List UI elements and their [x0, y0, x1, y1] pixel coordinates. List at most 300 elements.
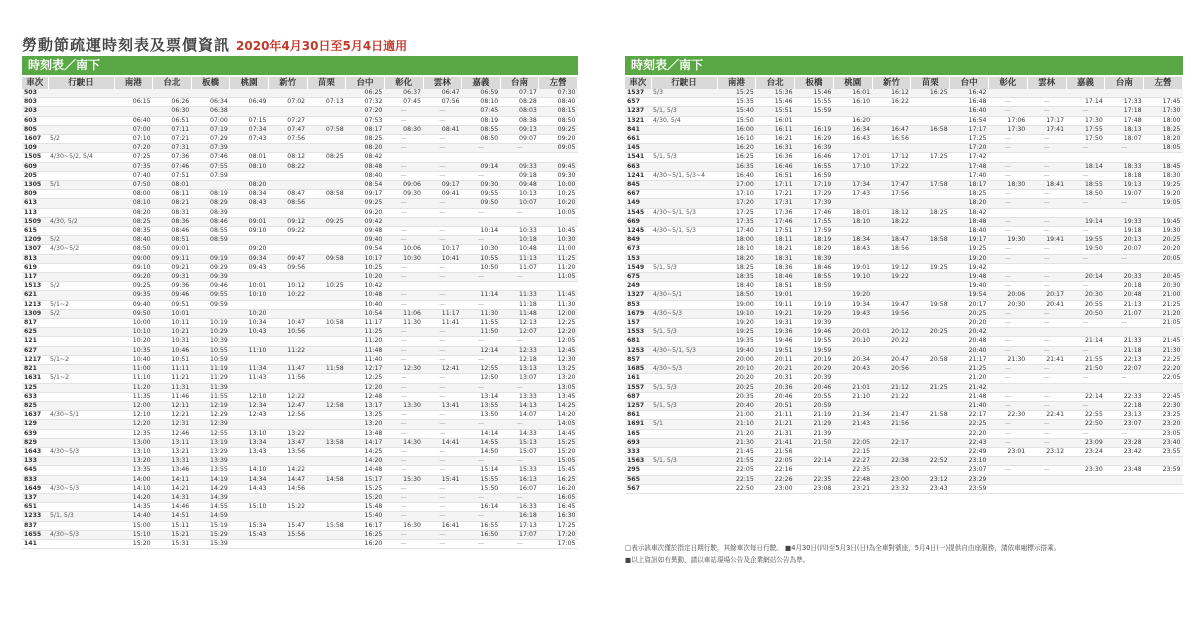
- station-time: 14:29: [191, 484, 230, 493]
- table-row: [625, 411, 1183, 420]
- station-time: 09:43: [230, 263, 269, 272]
- station-time: 14:51: [153, 512, 192, 521]
- station-time: 23:42: [1105, 447, 1144, 456]
- station-time: [911, 291, 950, 300]
- operating-days: [651, 282, 717, 291]
- station-time: [1144, 153, 1183, 162]
- operating-days: 4/30~5/2: [48, 245, 114, 254]
- station-time: 10:10: [230, 291, 269, 300]
- station-time: 08:19: [191, 190, 230, 199]
- station-time: 09:20: [230, 245, 269, 254]
- station-time: 15:17: [346, 475, 385, 484]
- station-time: [307, 199, 346, 208]
- station-time: 20:05: [1144, 254, 1183, 263]
- operating-days: [651, 337, 717, 346]
- station-time: 10:59: [191, 355, 230, 364]
- station-time: 12:20: [114, 420, 153, 429]
- station-time: 20:25: [950, 309, 989, 318]
- train-number: 837: [22, 521, 48, 530]
- operating-days: [48, 227, 114, 236]
- station-time: [872, 466, 911, 475]
- station-time: 08:48: [346, 162, 385, 171]
- station-time: —: [462, 457, 501, 466]
- station-time: 22:50: [717, 484, 756, 493]
- operating-days: [651, 411, 717, 420]
- station-time: —: [1066, 319, 1105, 328]
- station-time: [230, 337, 269, 346]
- station-time: [307, 236, 346, 245]
- table-row: [625, 300, 1183, 309]
- station-time: 12:11: [153, 401, 192, 410]
- table-row: [625, 420, 1183, 429]
- train-number: 1649: [22, 484, 48, 493]
- station-time: 19:22: [872, 273, 911, 282]
- station-time: 17:56: [872, 190, 911, 199]
- station-time: [1105, 457, 1144, 466]
- table-row: [625, 374, 1183, 383]
- station-time: 19:36: [756, 328, 795, 337]
- station-time: —: [384, 383, 423, 392]
- station-time: [230, 355, 269, 364]
- station-time: [269, 539, 308, 548]
- station-time: [307, 227, 346, 236]
- station-time: 14:05: [539, 420, 578, 429]
- station-time: 20:43: [833, 365, 872, 374]
- station-time: 18:48: [950, 217, 989, 226]
- station-time: 20:22: [872, 337, 911, 346]
- station-time: 15:20: [346, 493, 385, 502]
- table-row: [22, 401, 578, 410]
- station-time: 21:18: [1105, 346, 1144, 355]
- train-number: 1685: [625, 365, 651, 374]
- column-header: 車次: [625, 77, 651, 89]
- table-row: [22, 447, 578, 456]
- operating-days: 5/1, 5/3: [651, 328, 717, 337]
- train-number: 1513: [22, 282, 48, 291]
- station-time: 20:30: [1066, 291, 1105, 300]
- station-time: [911, 319, 950, 328]
- station-time: 18:29: [795, 245, 834, 254]
- table-row: [625, 319, 1183, 328]
- station-time: [230, 383, 269, 392]
- station-time: 13:45: [539, 392, 578, 401]
- station-time: 17:48: [950, 162, 989, 171]
- station-time: —: [462, 300, 501, 309]
- station-time: [911, 438, 950, 447]
- train-number: 133: [22, 457, 48, 466]
- station-time: [872, 199, 911, 208]
- station-time: 19:43: [833, 309, 872, 318]
- station-time: 12:34: [230, 401, 269, 410]
- station-time: 19:41: [1027, 236, 1066, 245]
- train-number: 1257: [625, 401, 651, 410]
- train-number: 205: [22, 171, 48, 180]
- station-time: —: [988, 401, 1027, 410]
- station-time: 19:20: [1144, 190, 1183, 199]
- station-time: [269, 300, 308, 309]
- station-time: 13:46: [153, 466, 192, 475]
- title-area: [22, 34, 407, 54]
- station-time: 16:00: [717, 125, 756, 134]
- station-time: [1144, 328, 1183, 337]
- station-time: [423, 217, 462, 226]
- station-time: —: [988, 392, 1027, 401]
- timetable-panel-right: [625, 56, 1183, 494]
- operating-days: [48, 116, 114, 125]
- table-row: [22, 475, 578, 484]
- station-time: 23:07: [950, 466, 989, 475]
- station-time: 09:59: [191, 300, 230, 309]
- station-time: 15:25: [539, 438, 578, 447]
- station-time: [307, 420, 346, 429]
- station-time: 10:06: [384, 245, 423, 254]
- train-number: 149: [625, 199, 651, 208]
- station-time: [307, 309, 346, 318]
- station-time: 08:11: [153, 190, 192, 199]
- station-time: —: [384, 493, 423, 502]
- station-time: 17:25: [950, 135, 989, 144]
- station-time: [1105, 484, 1144, 493]
- station-time: 19:39: [795, 319, 834, 328]
- station-time: 20:11: [756, 355, 795, 364]
- station-time: 13:29: [191, 447, 230, 456]
- station-time: [307, 530, 346, 539]
- station-time: 08:29: [191, 199, 230, 208]
- station-time: [1105, 383, 1144, 392]
- station-time: 15:33: [500, 466, 539, 475]
- station-time: 19:33: [1105, 217, 1144, 226]
- station-time: 12:39: [191, 420, 230, 429]
- train-number: 809: [22, 190, 48, 199]
- station-time: [307, 273, 346, 282]
- station-time: 13:47: [269, 438, 308, 447]
- station-time: —: [384, 447, 423, 456]
- train-number: 817: [22, 319, 48, 328]
- station-time: 11:25: [346, 328, 385, 337]
- station-time: 18:31: [756, 254, 795, 263]
- train-number: 1563: [625, 457, 651, 466]
- station-time: 17:55: [1066, 125, 1105, 134]
- station-time: 09:22: [269, 227, 308, 236]
- operating-days: [651, 429, 717, 438]
- station-time: 08:51: [153, 236, 192, 245]
- station-time: 20:25: [717, 383, 756, 392]
- station-time: 09:01: [153, 245, 192, 254]
- station-time: 07:56: [423, 98, 462, 107]
- station-time: 18:41: [1027, 181, 1066, 190]
- station-time: 16:11: [756, 125, 795, 134]
- station-time: 09:39: [191, 273, 230, 282]
- station-time: 10:46: [153, 346, 192, 355]
- train-number: 1245: [625, 227, 651, 236]
- station-time: 10:40: [346, 300, 385, 309]
- station-time: [307, 162, 346, 171]
- station-time: 09:58: [307, 254, 346, 263]
- page-title: 勞動節疏運時刻表及票價資訊: [22, 36, 231, 54]
- station-time: 17:25: [717, 208, 756, 217]
- station-time: 22:45: [1144, 392, 1183, 401]
- station-time: 23:59: [1144, 466, 1183, 475]
- train-number: 669: [625, 217, 651, 226]
- station-time: 13:41: [423, 401, 462, 410]
- station-time: 10:10: [114, 328, 153, 337]
- operating-days: 5/1~2: [48, 374, 114, 383]
- station-time: 19:00: [717, 300, 756, 309]
- station-time: 12:20: [539, 328, 578, 337]
- operating-days: 5/2: [48, 135, 114, 144]
- station-time: —: [988, 98, 1027, 107]
- train-number: 145: [625, 144, 651, 153]
- station-time: 12:10: [114, 411, 153, 420]
- station-time: —: [423, 162, 462, 171]
- station-time: 19:01: [756, 291, 795, 300]
- station-time: 09:50: [114, 309, 153, 318]
- table-row: [625, 291, 1183, 300]
- station-time: —: [1066, 401, 1105, 410]
- station-time: 21:31: [756, 429, 795, 438]
- station-time: 08:41: [423, 125, 462, 134]
- operating-days: [48, 98, 114, 107]
- station-time: [307, 539, 346, 548]
- station-time: —: [384, 227, 423, 236]
- station-time: 18:34: [833, 236, 872, 245]
- station-time: 22:07: [1105, 365, 1144, 374]
- station-time: [269, 236, 308, 245]
- table-row: [625, 475, 1183, 484]
- station-time: 21:20: [717, 429, 756, 438]
- station-time: 15:07: [500, 447, 539, 456]
- station-time: 19:25: [717, 328, 756, 337]
- station-time: 16:46: [756, 162, 795, 171]
- station-time: 10:29: [191, 328, 230, 337]
- station-time: 14:59: [191, 512, 230, 521]
- station-time: 10:30: [539, 236, 578, 245]
- operating-days: 5/1, 5/3: [651, 107, 717, 116]
- station-time: —: [988, 162, 1027, 171]
- table-row: [625, 337, 1183, 346]
- station-time: [1066, 484, 1105, 493]
- station-time: —: [500, 493, 539, 502]
- operating-days: [651, 374, 717, 383]
- station-time: [1066, 89, 1105, 98]
- station-time: —: [423, 392, 462, 401]
- station-time: 14:30: [384, 438, 423, 447]
- station-time: 10:21: [153, 328, 192, 337]
- station-time: —: [1066, 282, 1105, 291]
- station-time: 20:35: [717, 392, 756, 401]
- station-time: 16:34: [833, 125, 872, 134]
- station-time: 06:40: [114, 116, 153, 125]
- column-header: 南港: [114, 77, 153, 89]
- station-time: [1027, 328, 1066, 337]
- station-time: 18:39: [795, 254, 834, 263]
- station-time: 20:17: [950, 300, 989, 309]
- station-time: 16:54: [950, 116, 989, 125]
- station-time: [269, 107, 308, 116]
- station-time: 19:45: [1144, 217, 1183, 226]
- station-time: [1105, 89, 1144, 98]
- station-time: 16:48: [950, 98, 989, 107]
- station-time: 16:33: [500, 503, 539, 512]
- station-time: 20:59: [795, 401, 834, 410]
- column-header-row: [22, 77, 578, 89]
- station-time: [269, 171, 308, 180]
- station-time: —: [423, 429, 462, 438]
- station-time: 19:20: [833, 291, 872, 300]
- station-time: 17:18: [1105, 107, 1144, 116]
- station-time: 17:34: [833, 181, 872, 190]
- table-row: [22, 484, 578, 493]
- table-row: [625, 135, 1183, 144]
- station-time: 07:00: [191, 116, 230, 125]
- station-time: 09:18: [500, 171, 539, 180]
- station-time: 06:49: [230, 98, 269, 107]
- station-time: 13:55: [191, 466, 230, 475]
- station-time: —: [1066, 171, 1105, 180]
- station-time: 08:47: [269, 190, 308, 199]
- station-time: 16:17: [346, 521, 385, 530]
- station-time: 11:40: [346, 355, 385, 364]
- station-time: 09:35: [114, 291, 153, 300]
- station-time: 07:51: [153, 171, 192, 180]
- station-time: [269, 89, 308, 98]
- station-time: 13:20: [539, 374, 578, 383]
- train-number: 1321: [625, 116, 651, 125]
- column-header: 台南: [1105, 77, 1144, 89]
- station-time: 20:10: [833, 337, 872, 346]
- operating-days: [48, 89, 114, 98]
- station-time: 12:35: [114, 429, 153, 438]
- station-time: 15:34: [230, 521, 269, 530]
- operating-days: [651, 392, 717, 401]
- station-time: [1066, 263, 1105, 272]
- station-time: [988, 153, 1027, 162]
- table-row: [625, 328, 1183, 337]
- station-time: 19:17: [950, 236, 989, 245]
- station-time: 11:33: [500, 291, 539, 300]
- train-number: 645: [22, 466, 48, 475]
- table-row: [625, 447, 1183, 456]
- station-time: 11:10: [114, 374, 153, 383]
- station-time: [911, 135, 950, 144]
- station-time: 16:31: [756, 144, 795, 153]
- station-time: —: [1027, 438, 1066, 447]
- station-time: —: [462, 144, 501, 153]
- table-row: [22, 273, 578, 282]
- station-time: 19:46: [795, 328, 834, 337]
- column-header: 新竹: [269, 77, 308, 89]
- station-time: 23:32: [872, 484, 911, 493]
- station-time: [988, 328, 1027, 337]
- station-time: 19:46: [756, 337, 795, 346]
- station-time: —: [384, 466, 423, 475]
- station-time: —: [423, 291, 462, 300]
- station-time: 08:46: [153, 227, 192, 236]
- station-time: 15:11: [153, 521, 192, 530]
- station-time: —: [462, 420, 501, 429]
- station-time: [1027, 208, 1066, 217]
- operating-days: [651, 484, 717, 493]
- station-time: 08:28: [500, 98, 539, 107]
- station-time: [872, 374, 911, 383]
- station-time: 14:46: [153, 503, 192, 512]
- station-time: 14:48: [346, 466, 385, 475]
- operating-days: [48, 429, 114, 438]
- station-time: 21:43: [833, 420, 872, 429]
- station-time: 09:33: [500, 162, 539, 171]
- station-time: —: [1027, 273, 1066, 282]
- station-time: 16:05: [539, 493, 578, 502]
- station-time: 11:31: [153, 383, 192, 392]
- station-time: [1066, 475, 1105, 484]
- table-row: [625, 125, 1183, 134]
- station-time: 13:34: [230, 438, 269, 447]
- station-time: 22:35: [833, 466, 872, 475]
- station-time: [307, 263, 346, 272]
- timetable-panel-left: [22, 56, 578, 549]
- station-time: 10:19: [191, 319, 230, 328]
- station-time: 16:46: [795, 153, 834, 162]
- station-time: [1027, 457, 1066, 466]
- station-time: 18:50: [1066, 190, 1105, 199]
- column-header: 行駛日: [651, 77, 717, 89]
- station-time: 22:30: [988, 411, 1027, 420]
- station-time: 10:33: [500, 227, 539, 236]
- station-time: —: [384, 539, 423, 548]
- station-time: 20:25: [911, 328, 950, 337]
- operating-days: 5/2: [48, 309, 114, 318]
- station-time: 18:33: [1105, 162, 1144, 171]
- station-time: 21:56: [756, 447, 795, 456]
- operating-days: [651, 162, 717, 171]
- train-number: 333: [625, 447, 651, 456]
- station-time: —: [423, 530, 462, 539]
- station-time: 18:00: [1144, 116, 1183, 125]
- station-time: 18:47: [872, 236, 911, 245]
- station-time: 11:17: [346, 319, 385, 328]
- station-time: —: [1105, 374, 1144, 383]
- station-time: [1144, 208, 1183, 217]
- station-time: 11:55: [191, 392, 230, 401]
- station-time: 16:41: [423, 521, 462, 530]
- station-time: 19:21: [756, 309, 795, 318]
- station-time: 18:30: [988, 181, 1027, 190]
- station-time: 16:35: [717, 162, 756, 171]
- station-time: 18:40: [950, 227, 989, 236]
- station-time: 23:28: [1105, 438, 1144, 447]
- station-time: 11:29: [191, 374, 230, 383]
- station-time: 19:34: [833, 300, 872, 309]
- station-time: 16:22: [872, 98, 911, 107]
- station-time: [911, 374, 950, 383]
- operating-days: [48, 457, 114, 466]
- table-row: [22, 199, 578, 208]
- station-time: [423, 282, 462, 291]
- station-time: 16:10: [833, 98, 872, 107]
- station-time: 12:00: [114, 401, 153, 410]
- station-time: 13:43: [230, 447, 269, 456]
- station-time: 11:13: [500, 254, 539, 263]
- station-time: [1066, 328, 1105, 337]
- train-number: 615: [22, 227, 48, 236]
- station-time: 18:20: [950, 199, 989, 208]
- station-time: 13:48: [346, 429, 385, 438]
- station-time: 17:30: [1066, 116, 1105, 125]
- column-header: 左營: [1144, 77, 1183, 89]
- station-time: [307, 392, 346, 401]
- operating-days: 5/1, 5/3: [651, 153, 717, 162]
- station-time: 20:31: [756, 374, 795, 383]
